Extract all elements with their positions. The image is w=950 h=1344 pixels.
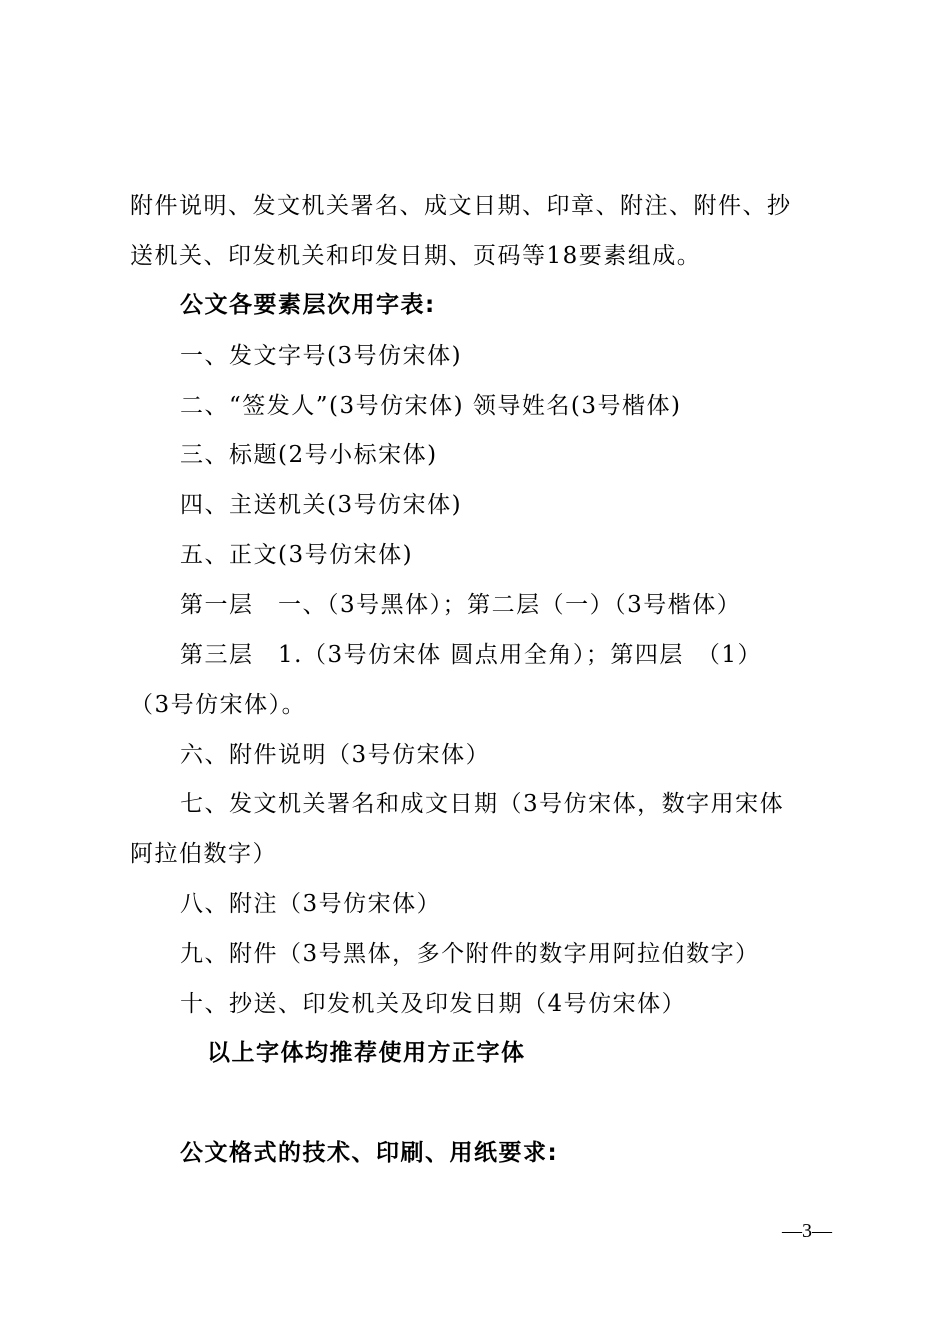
- list-item-5: 五、正文(3号仿宋体): [180, 542, 414, 568]
- list-item-levels-2: 第三层 1.（3号仿宋体 圆点用全角）；第四层 （1）: [180, 642, 763, 668]
- list-item-7: 七、发文机关署名和成文日期（3号仿宋体，数字用宋体: [180, 791, 785, 817]
- list-item-10: 十、抄送、印发机关及印发日期（4号仿宋体）: [180, 991, 687, 1017]
- list-item-7-cont: 阿拉伯数字）: [130, 841, 277, 867]
- list-item-1: 一、发文字号(3号仿宋体): [180, 343, 463, 369]
- list-item-9: 九、附件（3号黑体，多个附件的数字用阿拉伯数字）: [180, 941, 760, 967]
- font-recommendation-note: 以上字体均推荐使用方正字体: [207, 1040, 526, 1066]
- list-item-2: 二、“签发人”(3号仿宋体) 领导姓名(3号楷体): [180, 393, 682, 419]
- list-item-levels-1: 第一层 一、（3号黑体）；第二层（一）（3号楷体）: [180, 592, 742, 618]
- page-number: —3—: [782, 1220, 832, 1242]
- paragraph-line-1: 附件说明、发文机关署名、成文日期、印章、附注、附件、抄: [130, 193, 792, 219]
- list-item-4: 四、主送机关(3号仿宋体): [180, 492, 463, 518]
- list-item-6: 六、附件说明（3号仿宋体）: [180, 742, 491, 768]
- section-heading-font-table: 公文各要素层次用字表:: [180, 292, 436, 318]
- list-item-8: 八、附注（3号仿宋体）: [180, 891, 442, 917]
- section-heading-technical-requirements: 公文格式的技术、印刷、用纸要求:: [180, 1140, 559, 1166]
- paragraph-line-2: 送机关、印发机关和印发日期、页码等18要素组成。: [130, 243, 702, 269]
- list-item-levels-3: （3号仿宋体）。: [130, 692, 307, 718]
- list-item-3: 三、标题(2号小标宋体): [180, 442, 438, 468]
